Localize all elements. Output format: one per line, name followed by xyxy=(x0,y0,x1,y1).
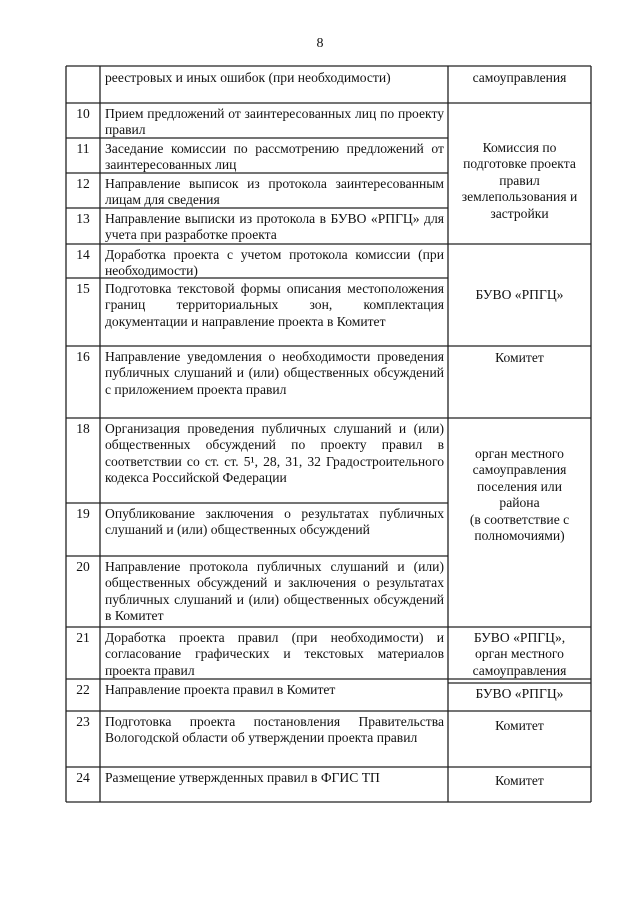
row-number: 14 xyxy=(76,247,90,262)
task-description: Опубликование заключения о результатах публичных слушаний и (или) общественных обсуждений xyxy=(105,506,444,538)
task-description: Направление уведомления о необходимости проведения публичных слушаний и (или) общественных обсуждений с приложением проекта правил xyxy=(105,349,444,397)
responsible-party: самоуправления xyxy=(472,70,567,85)
task-description: Направление протокола публичных слушаний и (или) общественных обсуждений и заключения о результатах публичных слушаний и (или) общественных обсуждений в Комитет xyxy=(105,559,444,624)
responsible-party: Комиссия по подготовке проекта правил землепользования и застройки xyxy=(461,140,578,221)
row-number: 10 xyxy=(76,106,90,121)
task-description: Прием предложений от заинтересованных лиц по проекту правил xyxy=(105,106,444,138)
row-number: 20 xyxy=(76,559,90,574)
row-number: 24 xyxy=(76,770,90,785)
row-number: 13 xyxy=(76,211,90,226)
row-number: 19 xyxy=(76,506,90,521)
task-description: Организация проведения публичных слушаний и (или) общественных обсуждений по проекту правил в соответствии со ст. ст. 5¹, 28, 31, 32 Градостроительного кодекса Российской Федерации xyxy=(105,421,444,486)
responsible-party: БУВО «РПГЦ» xyxy=(475,686,564,701)
row-number: 11 xyxy=(76,141,90,156)
row-number: 23 xyxy=(76,714,90,729)
responsible-party: Комитет xyxy=(495,350,544,365)
task-description: Подготовка проекта постановления Правительства Вологодской области об утверждении проекта правил xyxy=(105,714,444,746)
responsible-party: БУВО «РПГЦ», орган местного самоуправления xyxy=(472,630,567,678)
row-number: 21 xyxy=(76,630,90,645)
row-number: 12 xyxy=(76,176,90,191)
row-number: 22 xyxy=(76,682,90,697)
task-description: Доработка проекта с учетом протокола комиссии (при необходимости) xyxy=(105,247,444,279)
responsible-party: орган местного самоуправления поселения или района (в соответствие с полномочиями) xyxy=(469,446,570,544)
row-number: 15 xyxy=(76,281,90,296)
responsible-party: БУВО «РПГЦ» xyxy=(475,287,564,302)
task-description: Направление выписки из протокола в БУВО «РПГЦ» для учета при разработке проекта xyxy=(105,211,444,243)
task-description: Направление проекта правил в Комитет xyxy=(105,682,336,697)
row-number: 16 xyxy=(76,349,90,364)
task-description: реестровых и иных ошибок (при необходимости) xyxy=(105,70,391,85)
page-number: 8 xyxy=(316,36,324,51)
task-description: Доработка проекта правил (при необходимости) и согласование графических и текстовых материалов проекта правил xyxy=(105,630,444,678)
row-number: 18 xyxy=(76,421,90,436)
task-description: Направление выписок из протокола заинтересованным лицам для сведения xyxy=(105,176,444,208)
task-description: Размещение утвержденных правил в ФГИС ТП xyxy=(105,770,380,785)
task-description: Заседание комиссии по рассмотрению предложений от заинтересованных лиц xyxy=(105,141,444,173)
responsible-party: Комитет xyxy=(495,718,544,733)
task-description: Подготовка текстовой формы описания местоположения границ территориальных зон, комплектация документации и направление проекта в Комитет xyxy=(105,281,444,329)
responsible-party: Комитет xyxy=(495,773,544,788)
